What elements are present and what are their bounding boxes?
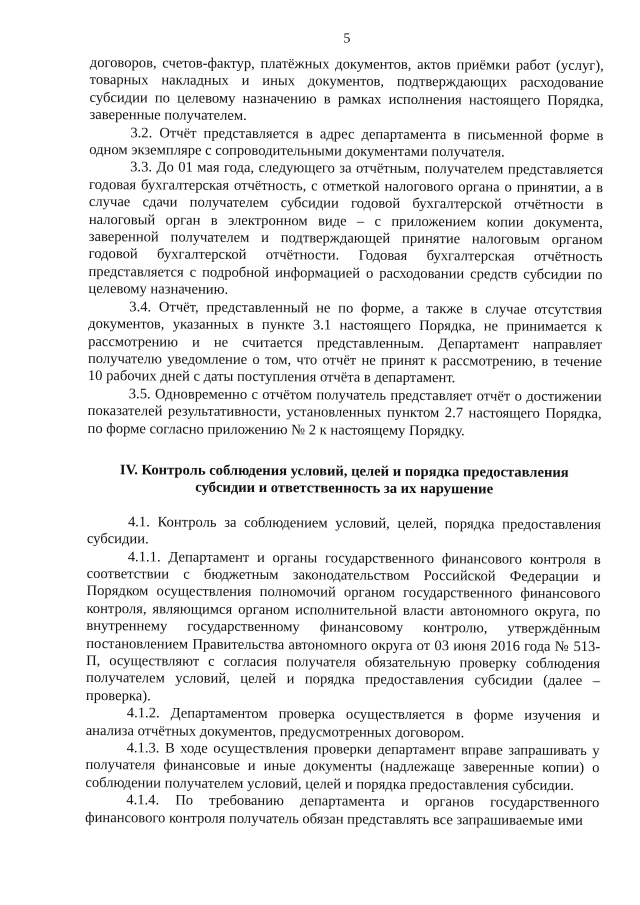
paragraph-3-2: 3.2. Отчёт представляется в адрес департамента в письменной форме в одном экземпляре с сопроводительными документами получателя.	[89, 124, 604, 161]
paragraph-4-1-4: 4.1.4. По требованию департамента и органов государственного финансового контроля получатель обязан представлять все запрашиваемые ими	[85, 792, 600, 829]
section-4-body	[85, 514, 601, 830]
paragraph-4-1-3: 4.1.3. В ходе осуществления проверки департамент вправе запрашивать у получателя финансовые и иные документы (надлежаще заверенные копии) о соблюдении получателем условий, целей и порядка предоставления субсидии.	[85, 740, 600, 794]
section-heading	[87, 462, 601, 500]
section-spacer	[87, 438, 601, 465]
paragraph-3-3: 3.3. До 01 мая года, следующего за отчётным, получателем представляется годовая бухгалтерская отчётность, с отметкой налогового органа о принятии, а в случае сдачи получателем субсидии годовой бухгалтерской отчётности в налоговый орган в электронном виде – с приложением копии документа, заверенной получателем и подтверждающей принятие налоговым органом годовой бухгалтерской отчётности. Годовая бухгалтерская отчётность представляется с подробной информацией о расходовании средств субсидии по целевому назначению.	[88, 159, 604, 299]
paragraph-3-1-continuation: договоров, счетов-фактур, платёжных документов, актов приёмки работ (услуг), товарных накладных и иных документов, подтверждающих расходование субсидии по целевому назначению в рамках исполнения настоящего Порядка, заверенные получателем.	[89, 54, 604, 125]
section-heading-line2: субсидии и ответственность за их нарушение	[195, 479, 494, 498]
section-3-body	[88, 55, 604, 441]
paragraph-4-1-1: 4.1.1. Департамент и органы государственного финансового контроля в соответствии с бюджетным законодательством Российской Федерации и Порядком осуществления полномочий органом государственного финансового контроля, являющимся органом исполнительной власти автономного округа, по внутреннему государственному финансовому контролю, утверждённым постановлением Правительства автономного округа от 03 июня 2016 года № 513-П, осуществляют с согласия получателя обязательную проверку соблюдения получателем условий, целей и порядка предоставления субсидии (далее – проверка).	[85, 548, 601, 705]
section-heading-line1: IV. Контроль соблюдения условий, целей и порядка предоставления	[119, 462, 569, 481]
page-number: 5	[343, 31, 351, 47]
paragraph-4-1: 4.1. Контроль за соблюдением условий, целей, порядка предоставления субсидии.	[86, 513, 602, 548]
document-page	[85, 30, 604, 893]
paragraph-3-4: 3.4. Отчёт, представленный не по форме, а также в случае отсутствия документов, указанных в пункте 3.1 настоящего Порядка, не принимается к рассмотрению и не считается представленным. Департамент направляет получателю уведомление о том, что отчёт не принят к рассмотрению, в течение 10 рабочих дней с даты поступления отчёта в департамент.	[87, 298, 603, 387]
paragraph-4-1-2: 4.1.2. Департаментом проверка осуществляется в форме изучения и анализа отчётных документов, предусмотренных договором.	[85, 705, 600, 741]
paragraph-3-5: 3.5. Одновременно с отчётом получатель представляет отчёт о достижении показателей результативности, установленных пунктом 2.7 настоящего Порядка, по форме согласно приложению № 2 к настоящему Порядку.	[87, 385, 602, 439]
